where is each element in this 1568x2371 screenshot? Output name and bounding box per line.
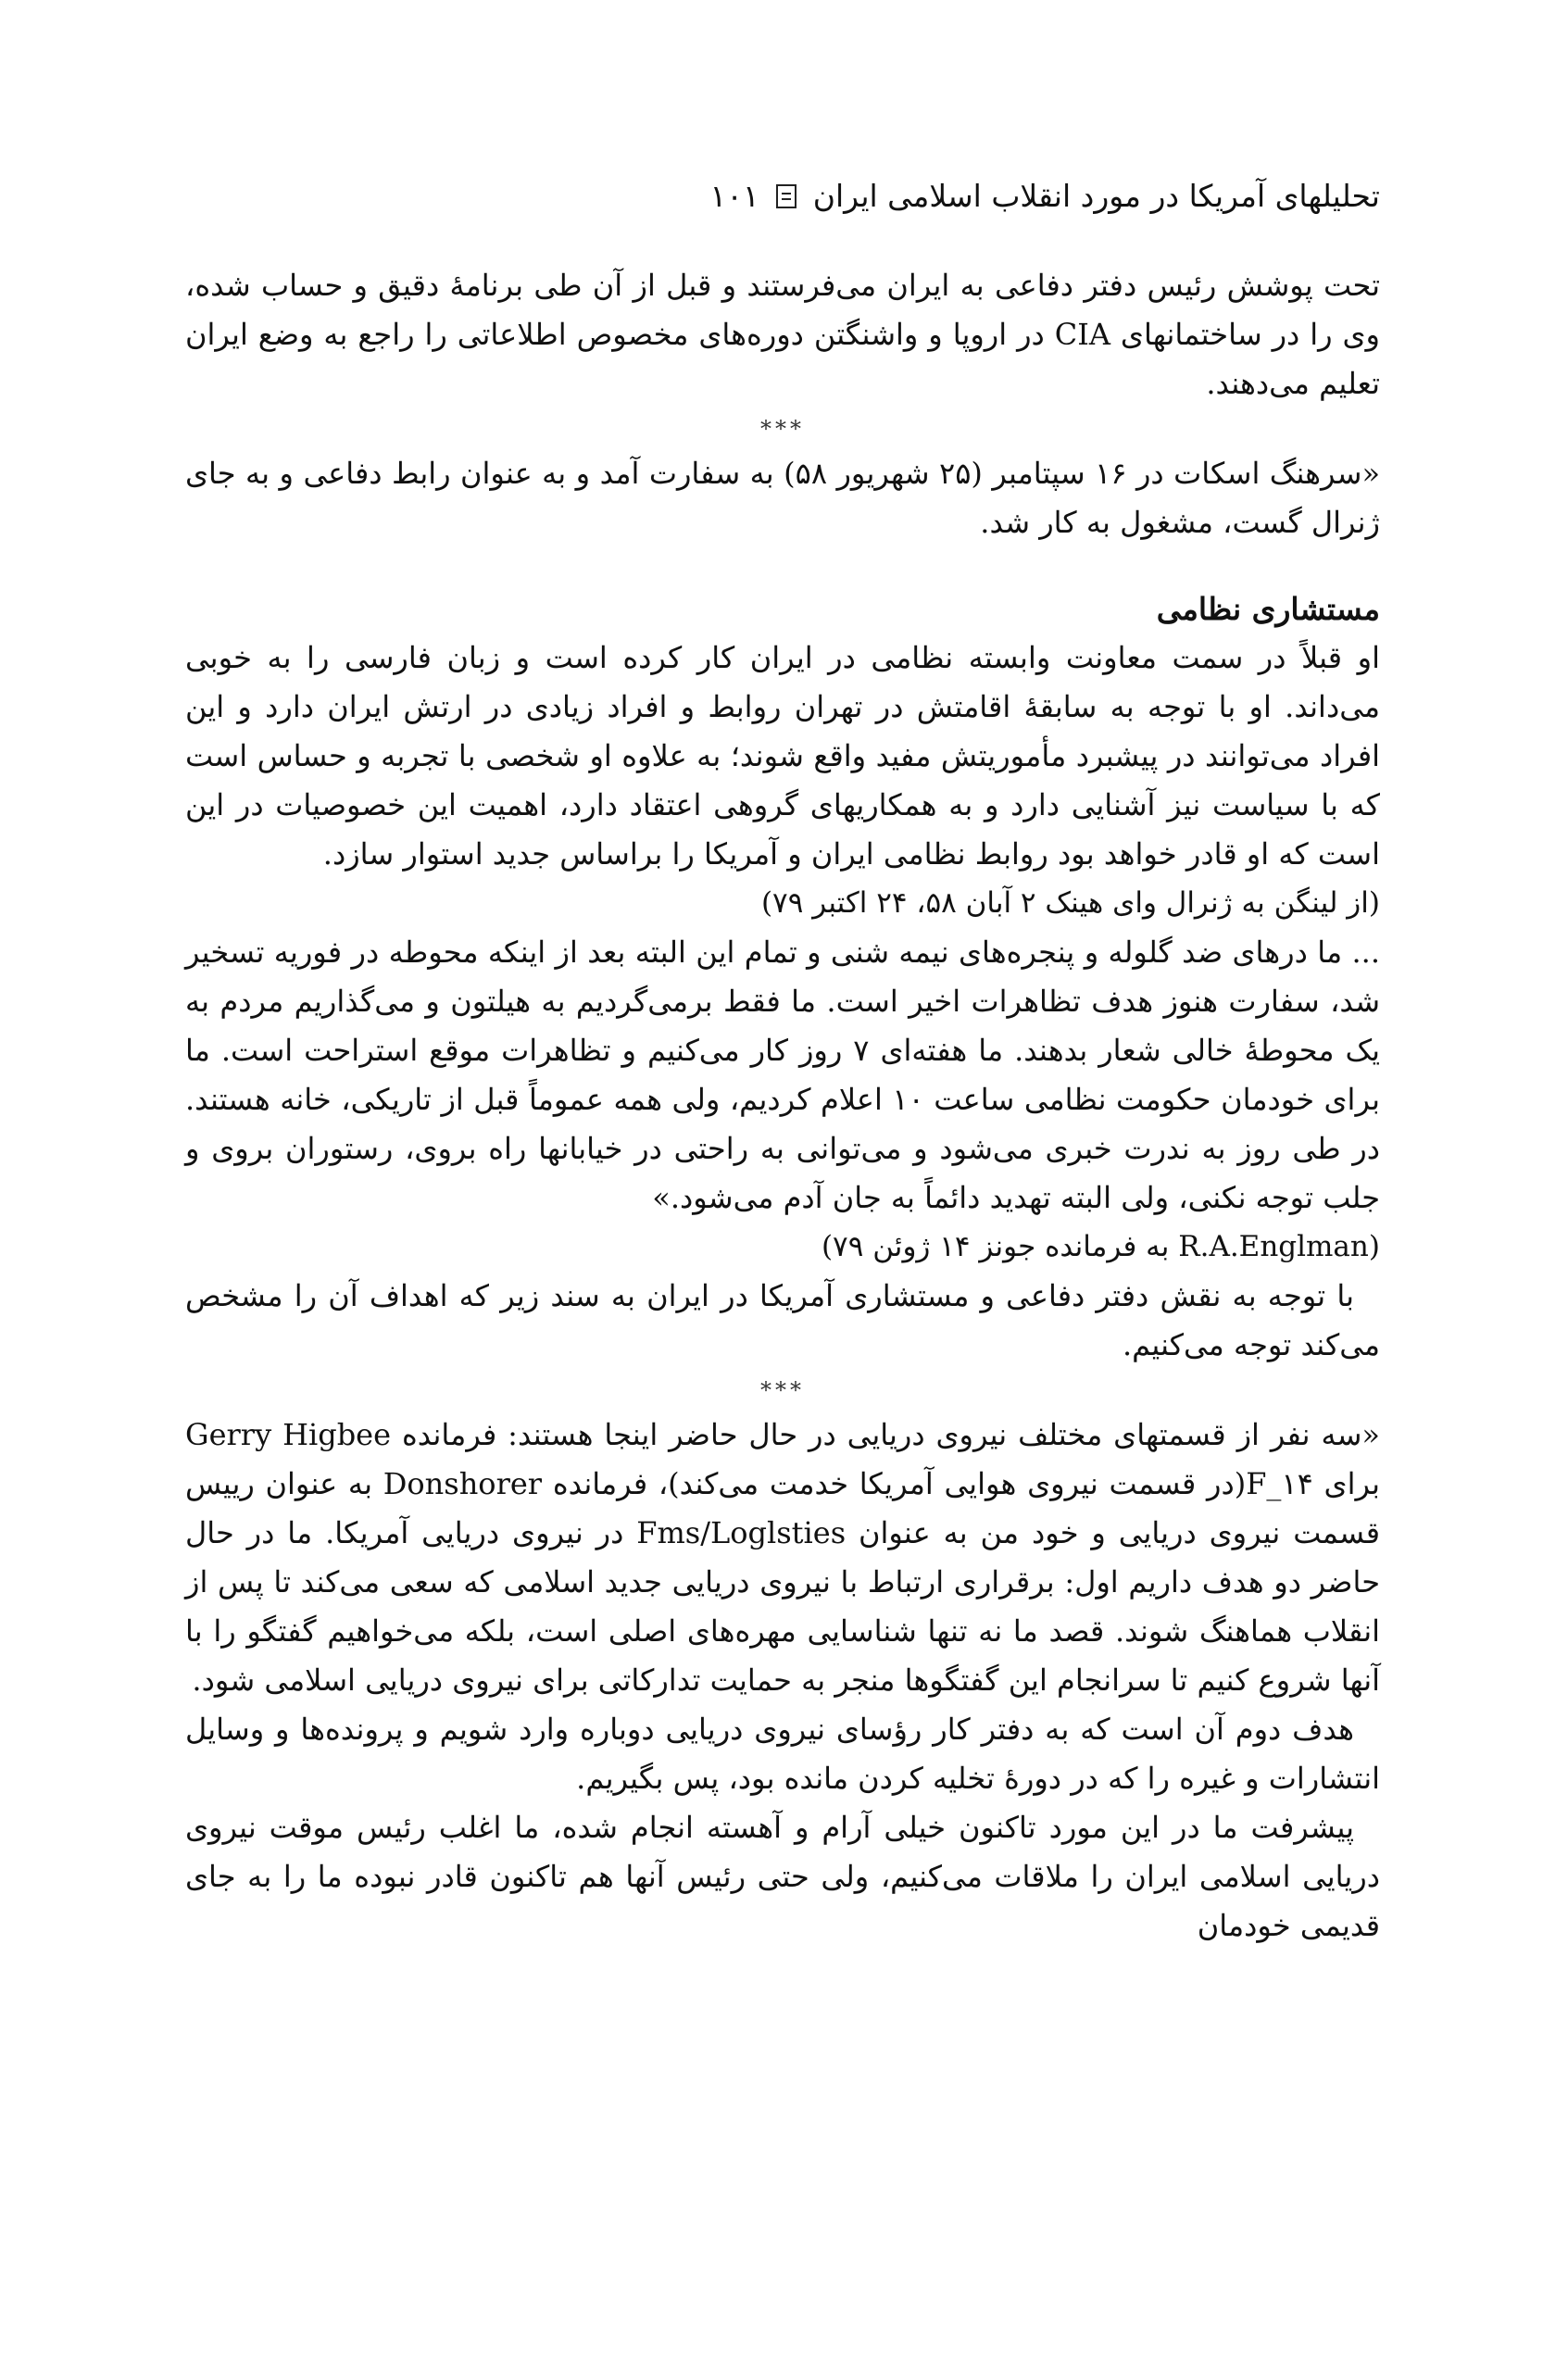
section-separator: *** bbox=[760, 1377, 805, 1403]
paragraph-4: ... ما درهای ضد گلوله و پنجره‌های نیمه شنی و تمام این البته بعد از اینکه محوطه در فوریه تسخیر شد، سفارت هنوز هدف تظاهرات اخیر است. ما فقط برمی‌گردیم به هیلتون و می‌گذاریم مردم به یک محوطهٔ خالی شعار بدهند. ما هفته‌ای ۷ روز کار می‌کنیم و تظاهرات موقع استراحت است. ما برای خودمان حکومت نظامی ساعت ۱۰ اعلام کردیم، ولی همه عموماً قبل از تاریکی، خانه هستند. در طی روز به ندرت خبری می‌شود و می‌توانی به راحتی در خیابانها راه بروی، رستوران بروی و جلب توجه نکنی، ولی البته تهدید دائماً به جان آدم می‌شود.» bbox=[185, 935, 1381, 1215]
book-icon bbox=[776, 184, 797, 208]
page-body bbox=[185, 261, 1380, 1951]
citation-2: (R.A.Englman به فرمانده جونز ۱۴ ژوئن ۷۹) bbox=[821, 1230, 1380, 1263]
running-header bbox=[185, 178, 1380, 215]
paragraph-2: «سرهنگ اسکات در ۱۶ سپتامبر (۲۵ شهریور ۵۸) به سفارت آمد و به عنوان رابط دفاعی و به جای ژنرال گست، مشغول به کار شد. bbox=[185, 456, 1381, 540]
paragraph-7: هدف دوم آن است که به دفتر کار رؤسای نیروی دریایی دوباره وارد شویم و پرونده‌ها و وسایل انتشارات و غیره را که در دورهٔ تخلیه کردن مانده بود، پس بگیریم. bbox=[185, 1712, 1380, 1796]
paragraph-1: تحت پوشش رئیس دفتر دفاعی به ایران می‌فرستند و قبل از آن طی برنامهٔ دقیق و حساب شده، وی را در ساختمانهای CIA در اروپا و واشنگتن دوره‌های مخصوص اطلاعاتی را راجع به وضع ایران تعلیم می‌دهند. bbox=[185, 268, 1381, 401]
header-title: تحلیلهای آمریکا در مورد انقلاب اسلامی ایران bbox=[812, 178, 1380, 214]
paragraph-8: پیشرفت ما در این مورد تاکنون خیلی آرام و آهسته انجام شده، ما اغلب رئیس موقت نیروی دریایی اسلامی ایران را ملاقات می‌کنیم، ولی حتی رئیس آنها هم تاکنون قادر نبوده ما را به جای قدیمی خودمان bbox=[185, 1810, 1381, 1943]
paragraph-3: او قبلاً در سمت معاونت وابسته نظامی در ایران کار کرده است و زبان فارسی را به خوبی می‌داند. او با توجه به سابقهٔ اقامتش در تهران روابط و افراد زیادی در ارتش ایران دارد و این افراد می‌توانند در پیشبرد مأموریتش مفید واقع شوند؛ به علاوه او شخصی با تجربه و حساس است که با سیاست نیز آشنایی دارد و به همکاریهای گروهی اعتقاد دارد، اهمیت این خصوصیات در این است که او قادر خواهد بود روابط نظامی ایران و آمریکا را براساس جدید استوار سازد. bbox=[185, 640, 1380, 872]
paragraph-6: «سه نفر از قسمتهای مختلف نیروی دریایی در حال حاضر اینجا هستند: فرمانده Gerry Higbee برای F_۱۴(در قسمت نیروی هوایی آمریکا خدمت می‌کند)، فرمانده Donshorer به عنوان رییس قسمت نیروی دریایی و خود من به عنوان Fms/Loglsties در نیروی دریایی آمریکا. ما در حال حاضر دو هدف داریم اول: برقراری ارتباط با نیروی دریایی جدید اسلامی که سعی می‌کند تا پس از انقلاب هماهنگ شوند. قصد ما نه تنها شناسایی مهره‌های اصلی است، بلکه می‌خواهیم گفتگو را با آنها شروع کنیم تا سرانجام این گفتگوها منجر به حمایت تدارکاتی برای نیروی دریایی اسلامی شود. bbox=[185, 1417, 1381, 1698]
section-heading: مستشاری نظامی bbox=[1156, 591, 1380, 627]
section-separator: *** bbox=[760, 416, 805, 442]
page-number: ۱۰۱ bbox=[709, 178, 759, 214]
paragraph-5: با توجه به نقش دفتر دفاعی و مستشاری آمریکا در ایران به سند زیر که اهداف آن را مشخص می‌کند توجه می‌کنیم. bbox=[185, 1278, 1380, 1362]
citation-1: (از لینگن به ژنرال وای هینک ۲ آبان ۵۸، ۲۴ اکتبر ۷۹) bbox=[760, 886, 1380, 920]
